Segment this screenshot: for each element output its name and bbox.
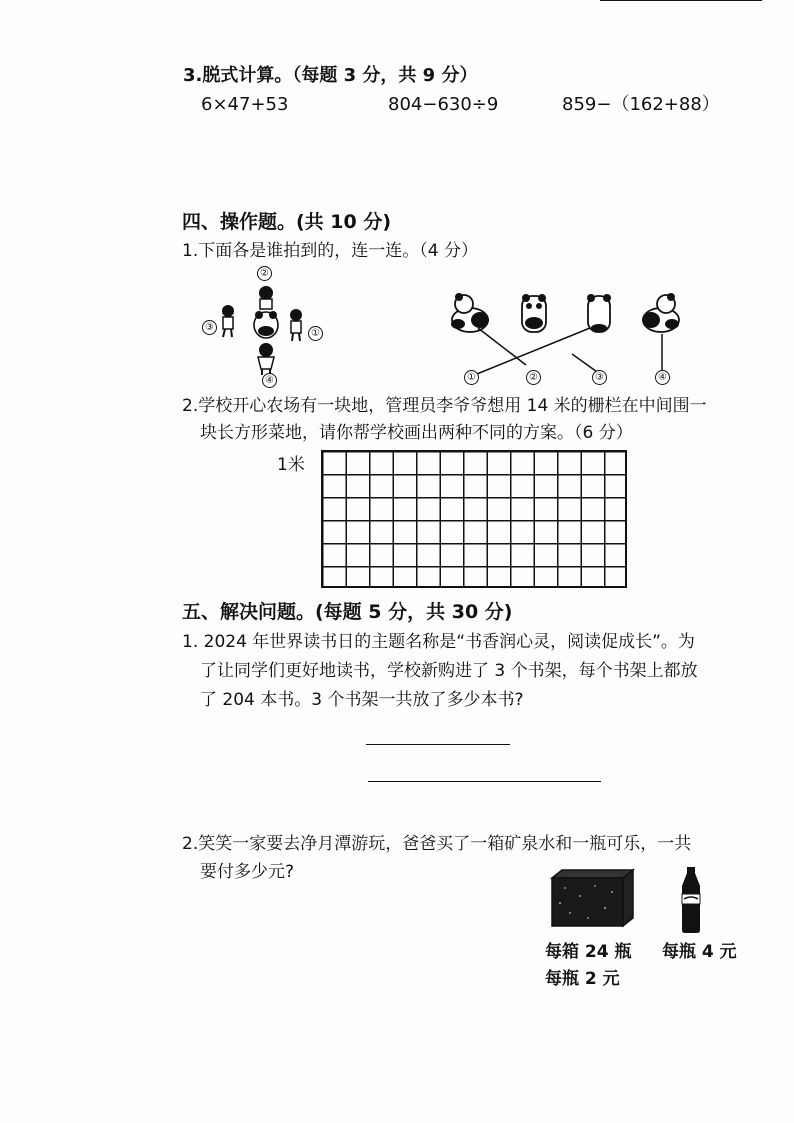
water-box-picture xyxy=(550,868,635,928)
trip-problem-line2: 要付多少元? xyxy=(200,862,295,882)
bottom-label-4: ④ xyxy=(655,370,670,385)
left-label-3: ③ xyxy=(202,320,217,335)
q2-fence-line1: 2.学校开心农场有一块地，管理员李爷爷想用 14 米的栅栏在中间围一 xyxy=(182,396,707,416)
reading-problem-line2: 了让同学们更好地读书，学校新购进了 3 个书架，每个书架上都放 xyxy=(200,661,698,681)
box-caption-price: 每瓶 2 元 xyxy=(545,969,620,989)
water-box-svg xyxy=(550,868,635,928)
left-label-2: ② xyxy=(257,266,272,281)
answer-line-1[interactable] xyxy=(366,744,510,745)
bottom-label-2: ② xyxy=(526,370,541,385)
trip-problem-line1: 2.笑笑一家要去净月潭游玩，爸爸买了一箱矿泉水和一瓶可乐，一共 xyxy=(182,834,692,854)
left-label-4: ④ xyxy=(262,373,277,388)
expression-1: 6×47+53 xyxy=(201,94,289,115)
section3-heading: 3.脱式计算。（每题 3 分，共 9 分） xyxy=(183,65,478,86)
answer-line-2[interactable] xyxy=(368,781,601,782)
q2-fence-line2: 块长方形菜地，请你帮学校画出两种不同的方案。（6 分） xyxy=(200,423,633,443)
expression-3: 859−（162+88） xyxy=(562,94,720,115)
drawing-grid[interactable] xyxy=(321,450,627,588)
section4-heading: 四、操作题。(共 10 分) xyxy=(182,211,392,233)
q1-matching-text: 1.下面各是谁拍到的，连一连。（4 分） xyxy=(182,241,478,261)
expression-2: 804−630÷9 xyxy=(388,94,499,115)
reading-problem-line3: 了 204 本书。3 个书架一共放了多少本书? xyxy=(200,690,524,710)
cola-bottle-svg xyxy=(676,866,706,934)
top-rule xyxy=(600,0,762,1)
reading-problem-line1: 1. 2024 年世界读书日的主题名称是“书香润心灵，阅读促成长”。为 xyxy=(182,632,695,652)
box-caption-bottles: 每箱 24 瓶 xyxy=(545,942,632,962)
cola-caption-price: 每瓶 4 元 xyxy=(662,942,737,962)
bottom-label-3: ③ xyxy=(592,370,607,385)
cola-bottle-picture xyxy=(676,866,706,934)
grid-unit-label: 1米 xyxy=(277,455,305,475)
section5-heading: 五、解决问题。(每题 5 分，共 30 分) xyxy=(182,601,513,623)
left-label-1: ① xyxy=(308,326,323,341)
bottom-label-1: ① xyxy=(464,370,479,385)
